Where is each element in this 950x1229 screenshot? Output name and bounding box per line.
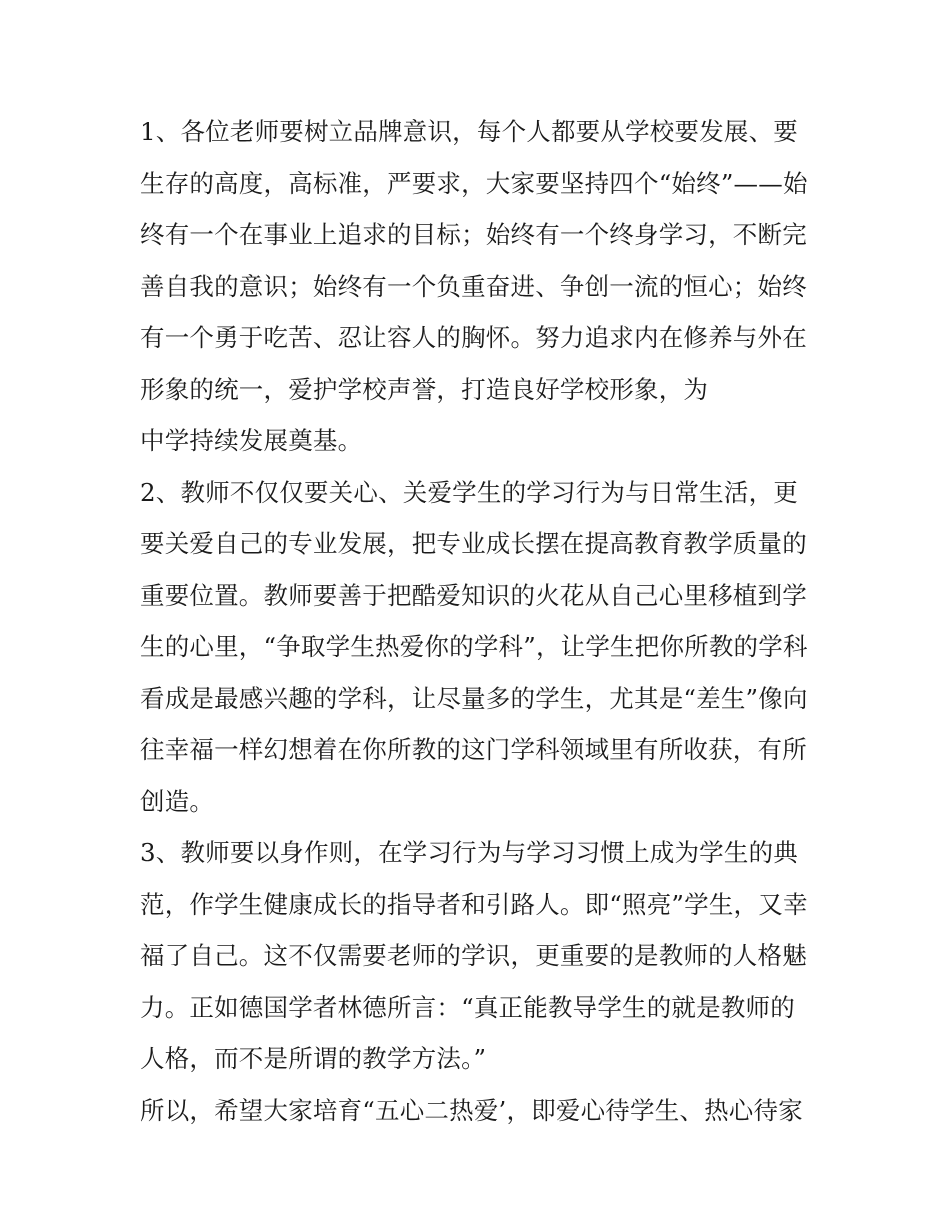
text-line: 有一个勇于吃苦、忍让容人的胸怀。努力追求内在修养与外在 [140,323,807,352]
text-line: 中学持续发展奠基。 [140,426,363,455]
text-line: 要关爱自己的专业发展，把专业成长摆在提高教育教学质量的 [140,529,807,558]
text-line: 重要位置。教师要善于把酷爱知识的火花从自己心里移植到学 [140,580,807,610]
text-line: 福了自己。这不仅需要老师的学识，更重要的是教师的人格魅 [140,941,807,970]
text-line: 3、教师要以身作则，在学习行为与学习习惯上成为学生的典 [140,838,798,867]
text-line: 生的心里，“争取学生热爱你的学科”，让学生把你所教的学科 [140,632,808,661]
text-line: 生存的高度，高标准，严要求，大家要坚持四个“始终”——始 [140,168,808,198]
text-line: 2、教师不仅仅要关心、关爱学生的学习行为与日常生活，更 [140,477,798,507]
text-line: 创造。 [140,786,215,816]
text-line: 1、各位老师要树立品牌意识，每个人都要从学校要发展、要 [140,117,798,146]
text-line: 终有一个在事业上追求的目标；始终有一个终身学习，不断完 [140,220,807,249]
text-line: 往幸福一样幻想着在你所教的这门学科领域里有所收获，有所 [140,735,807,764]
document-body [140,106,830,1136]
text-line: 人格，而不是所谓的教学方法。” [140,1044,487,1073]
text-line: 形象的统一，爱护学校声誉，打造良好学校形象，为 [140,374,709,404]
text-line: 看成是最感兴趣的学科，让尽量多的学生，尤其是“差生”像向 [140,683,808,713]
text-line: 范，作学生健康成长的指导者和引路人。即“照亮”学生，又幸 [140,889,808,919]
text-line: 善自我的意识；始终有一个负重奋进、争创一流的恒心；始终 [140,271,807,301]
text-line: 力。正如德国学者林德所言：“真正能教导学生的就是教师的 [140,992,795,1022]
text-line: 所以，希望大家培育“五心二热爱’，即爱心待学生、热心待家 [140,1095,803,1125]
